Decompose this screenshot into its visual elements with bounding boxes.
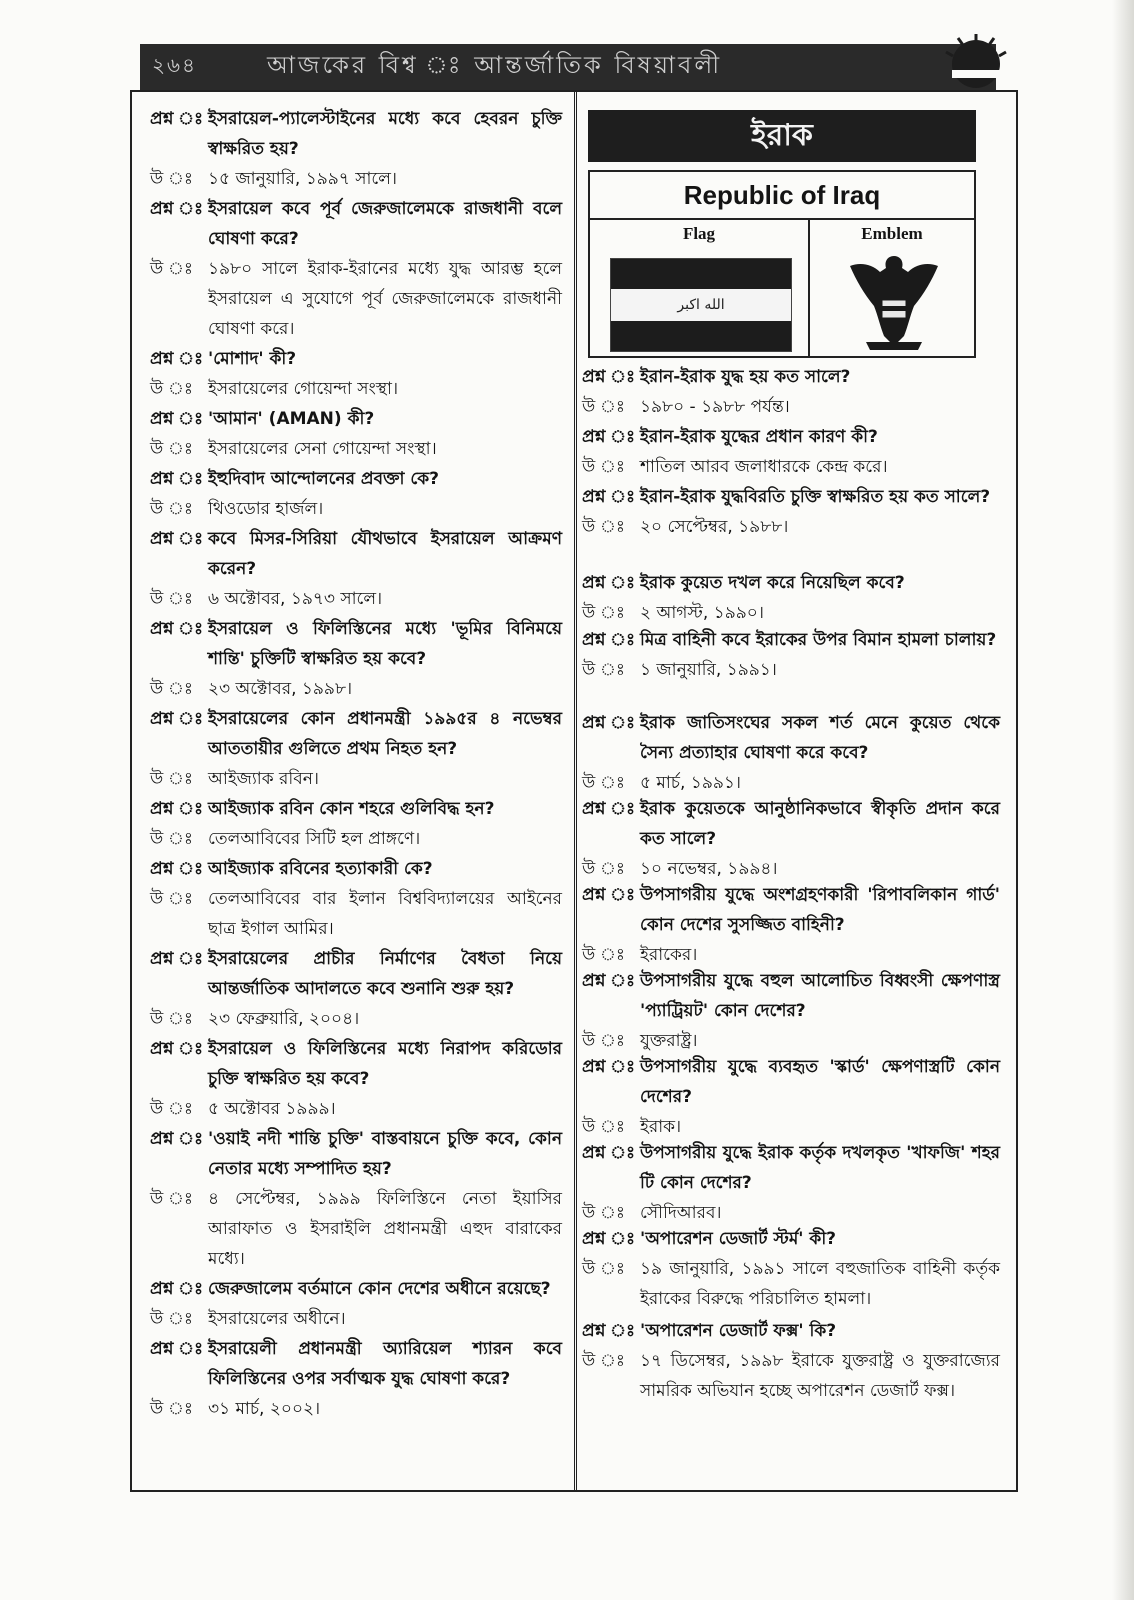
answer-text: ২৩ ফেব্রুয়ারি, ২০০৪। xyxy=(208,1009,360,1029)
answer-text: ১৯৮০ সালে ইরাক-ইরানের মধ্যে যুদ্ধ আরম্ভ হলে ইসরায়েল এ সুযোগে পূর্ব জেরুজালেমকে রাজধানী ঘোষণা করে। xyxy=(208,259,562,339)
question-label: প্রশ্ন ঃ xyxy=(582,367,636,387)
qa-item xyxy=(582,1316,1000,1406)
question-text: ইহুদিবাদ আন্দোলনের প্রবক্তা কে? xyxy=(208,469,440,489)
qa-item xyxy=(582,422,1000,482)
answer-label: উ ঃ xyxy=(582,457,625,477)
country-heading: ইরাক xyxy=(588,110,976,162)
question-label: প্রশ্ন ঃ xyxy=(150,1279,204,1299)
question-label: প্রশ্ন ঃ xyxy=(150,469,204,489)
question-label: প্রশ্ন ঃ xyxy=(582,1321,636,1341)
answer-text: ৫ অক্টোবর ১৯৯৯। xyxy=(208,1099,336,1119)
answer-text: তেলআবিবের বার ইলান বিশ্ববিদ্যালয়ের আইনের ছাত্র ইগাল আমির। xyxy=(208,889,562,939)
answer-text: শাতিল আরব জলাধারকে কেন্দ্র করে। xyxy=(640,457,888,477)
question-text: আইজ্যাক রবিন কোন শহরে গুলিবিদ্ধ হন? xyxy=(208,799,495,819)
question-text: 'আমান' (AMAN) কী? xyxy=(208,409,375,429)
iraq-flag-icon xyxy=(610,258,792,352)
qa-item xyxy=(150,1034,562,1124)
answer-text: ১ জানুয়ারি, ১৯৯১। xyxy=(640,660,777,680)
answer-text: ইসরায়েলের অধীনে। xyxy=(208,1309,346,1329)
answer-label: উ ঃ xyxy=(150,439,193,459)
official-name: Republic of Iraq xyxy=(590,172,974,220)
question-label: প্রশ্ন ঃ xyxy=(150,949,204,969)
qa-item xyxy=(150,794,562,854)
question-label: প্রশ্ন ঃ xyxy=(582,971,636,991)
answer-text: থিওডোর হার্জল। xyxy=(208,499,324,519)
question-label: প্রশ্ন ঃ xyxy=(582,799,636,819)
question-label: প্রশ্ন ঃ xyxy=(582,630,636,650)
question-text: ইরান-ইরাক যুদ্ধবিরতি চুক্তি স্বাক্ষরিত হয় কত সালে? xyxy=(640,487,991,507)
answer-label: উ ঃ xyxy=(582,1031,625,1051)
question-label: প্রশ্ন ঃ xyxy=(150,709,204,729)
emblem-label: Emblem xyxy=(861,224,923,243)
question-text: কবে মিসর-সিরিয়া যৌথভাবে ইসরায়েল আক্রমণ করেন? xyxy=(208,529,562,579)
question-label: প্রশ্ন ঃ xyxy=(582,427,636,447)
answer-label: উ ঃ xyxy=(150,829,193,849)
question-text: ইরাক কুয়েতকে আনুষ্ঠানিকভাবে স্বীকৃতি প্রদান করে কত সালে? xyxy=(640,799,1000,849)
page-header xyxy=(140,44,996,90)
answer-label: উ ঃ xyxy=(150,769,193,789)
question-label: প্রশ্ন ঃ xyxy=(150,799,204,819)
question-text: ইসরায়েল-প্যালেস্টাইনের মধ্যে কবে হেবরন চুক্তি স্বাক্ষরিত হয়? xyxy=(208,109,562,159)
flag-cell xyxy=(590,220,810,358)
qa-item xyxy=(582,880,1000,970)
answer-label: উ ঃ xyxy=(582,859,625,879)
question-text: উপসাগরীয় যুদ্ধে ব্যবহৃত 'স্কার্ড' ক্ষেপণাস্ত্রটি কোন দেশের? xyxy=(640,1057,1000,1107)
question-label: প্রশ্ন ঃ xyxy=(150,619,204,639)
qa-item xyxy=(582,708,1000,798)
qa-item xyxy=(582,625,1000,685)
page-number: ২৬৪ xyxy=(152,52,197,77)
answer-label: উ ঃ xyxy=(150,679,193,699)
qa-item xyxy=(582,1052,1000,1142)
answer-text: ১৯৮০ - ১৯৮৮ পর্যন্ত। xyxy=(640,397,790,417)
answer-label: উ ঃ xyxy=(150,1189,193,1209)
question-text: ইরাক জাতিসংঘের সকল শর্ত মেনে কুয়েত থেকে সৈন্য প্রত্যাহার ঘোষণা করে কবে? xyxy=(640,713,1000,763)
question-label: প্রশ্ন ঃ xyxy=(582,1057,636,1077)
question-label: প্রশ্ন ঃ xyxy=(150,199,204,219)
qa-item xyxy=(150,704,562,794)
emblem-cell xyxy=(810,220,974,358)
qa-item xyxy=(150,854,562,944)
qa-item xyxy=(582,794,1000,884)
answer-text: ১০ নভেম্বর, ১৯৯৪। xyxy=(640,859,778,879)
question-label: প্রশ্ন ঃ xyxy=(582,1229,636,1249)
question-label: প্রশ্ন ঃ xyxy=(582,487,636,507)
answer-text: ইসরায়েলের সেনা গোয়েন্দা সংস্থা। xyxy=(208,439,437,459)
question-text: জেরুজালেম বর্তমানে কোন দেশের অধীনে রয়েছে? xyxy=(208,1279,551,1299)
flag-inscription: الله اكبر xyxy=(611,289,791,321)
qa-item xyxy=(150,194,562,344)
qa-item xyxy=(582,966,1000,1056)
answer-label: উ ঃ xyxy=(150,1009,193,1029)
answer-label: উ ঃ xyxy=(150,499,193,519)
answer-label: উ ঃ xyxy=(150,1399,193,1419)
qa-item xyxy=(150,944,562,1034)
answer-text: ইসরায়েলের গোয়েন্দা সংস্থা। xyxy=(208,379,399,399)
answer-label: উ ঃ xyxy=(582,397,625,417)
qa-item xyxy=(150,404,562,464)
question-text: ইসরায়েল ও ফিলিস্তিনের মধ্যে নিরাপদ করিডোর চুক্তি স্বাক্ষরিত হয় কবে? xyxy=(208,1039,562,1089)
qa-item xyxy=(150,1124,562,1274)
eagle-emblem-icon xyxy=(844,250,944,354)
question-text: ইসরায়েলী প্রধানমন্ত্রী অ্যারিয়েল শ্যারন কবে ফিলিস্তিনের ওপর সর্বাত্মক যুদ্ধ ঘোষণা করে? xyxy=(208,1339,562,1389)
answer-label: উ ঃ xyxy=(582,1259,625,1279)
question-text: ইরান-ইরাক যুদ্ধ হয় কত সালে? xyxy=(640,367,851,387)
question-text: উপসাগরীয় যুদ্ধে বহুল আলোচিত বিধ্বংসী ক্ষেপণাস্ত্র 'প্যাট্রিয়ট' কোন দেশের? xyxy=(640,971,1000,1021)
answer-label: উ ঃ xyxy=(150,1099,193,1119)
question-label: প্রশ্ন ঃ xyxy=(150,1339,204,1359)
answer-text: যুক্তরাষ্ট্র। xyxy=(640,1031,698,1051)
answer-text: তেলআবিবের সিটি হল প্রাঙ্গণে। xyxy=(208,829,421,849)
qa-item xyxy=(582,482,1000,542)
question-text: উপসাগরীয় যুদ্ধে অংশগ্রহণকারী 'রিপাবলিকান গার্ড' কোন দেশের সুসজ্জিত বাহিনী? xyxy=(640,885,1000,935)
question-text: 'ওয়াই নদী শান্তি চুক্তি' বাস্তবায়নে চুক্তি কবে, কোন নেতার মধ্যে সম্পাদিত হয়? xyxy=(208,1129,562,1179)
answer-label: উ ঃ xyxy=(150,589,193,609)
answer-text: ৪ সেপ্টেম্বর, ১৯৯৯ ফিলিস্তিনে নেতা ইয়াসির আরাফাত ও ইসরাইলি প্রধানমন্ত্রী এহুদ বারাকের মধ্যে। xyxy=(208,1189,562,1269)
question-text: ইসরায়েল ও ফিলিস্তিনের মধ্যে 'ভূমির বিনিময়ে শান্তি' চুক্তিটি স্বাক্ষরিত হয় কবে? xyxy=(208,619,562,669)
publisher-logo-icon xyxy=(938,30,1014,90)
qa-item xyxy=(150,104,562,194)
country-info-box xyxy=(588,170,976,358)
answer-text: ইরাকের। xyxy=(640,945,698,965)
question-text: 'অপারেশন ডেজার্ট স্টর্ম' কী? xyxy=(640,1229,837,1249)
answer-text: সৌদিআরব। xyxy=(640,1203,722,1223)
question-label: প্রশ্ন ঃ xyxy=(150,409,204,429)
answer-label: উ ঃ xyxy=(582,660,625,680)
answer-text: ২ আগস্ট, ১৯৯০। xyxy=(640,603,764,623)
answer-label: উ ঃ xyxy=(582,945,625,965)
question-label: প্রশ্ন ঃ xyxy=(150,859,204,879)
answer-label: উ ঃ xyxy=(582,603,625,623)
question-text: ইসরায়েল কবে পূর্ব জেরুজালেমকে রাজধানী বলে ঘোষণা করে? xyxy=(208,199,562,249)
answer-text: ৫ মার্চ, ১৯৯১। xyxy=(640,773,741,793)
question-text: ইসরায়েলের কোন প্রধানমন্ত্রী ১৯৯৫র ৪ নভেম্বর আততায়ীর গুলিতে প্রথম নিহত হন? xyxy=(208,709,562,759)
question-text: 'অপারেশন ডেজার্ট ফক্স' কি? xyxy=(640,1321,837,1341)
qa-item xyxy=(150,464,562,524)
question-text: উপসাগরীয় যুদ্ধে ইরাক কর্তৃক দখলকৃত 'খাফজি' শহর টি কোন দেশের? xyxy=(640,1143,1000,1193)
answer-label: উ ঃ xyxy=(150,169,193,189)
question-text: ইসরায়েলের প্রাচীর নির্মাণের বৈধতা নিয়ে আন্তর্জাতিক আদালতে কবে শুনানি শুরু হয়? xyxy=(208,949,562,999)
question-label: প্রশ্ন ঃ xyxy=(150,1129,204,1149)
column-divider xyxy=(574,92,577,1490)
question-label: প্রশ্ন ঃ xyxy=(582,1143,636,1163)
question-text: 'মোশাদ' কী? xyxy=(208,349,297,369)
qa-item xyxy=(150,524,562,614)
page-edge-shadow xyxy=(1112,0,1134,1600)
qa-item xyxy=(582,1138,1000,1228)
answer-label: উ ঃ xyxy=(582,1117,625,1137)
question-text: আইজ্যাক রবিনের হত্যাকারী কে? xyxy=(208,859,433,879)
answer-text: ইরাক। xyxy=(640,1117,682,1137)
answer-label: উ ঃ xyxy=(582,1351,625,1371)
question-label: প্রশ্ন ঃ xyxy=(150,1039,204,1059)
question-label: প্রশ্ন ঃ xyxy=(582,713,636,733)
qa-item xyxy=(150,1274,562,1334)
qa-item xyxy=(150,344,562,404)
qa-item xyxy=(150,1334,562,1424)
answer-label: উ ঃ xyxy=(582,773,625,793)
answer-label: উ ঃ xyxy=(582,517,625,537)
answer-label: উ ঃ xyxy=(150,259,193,279)
qa-item xyxy=(582,1224,1000,1314)
question-text: মিত্র বাহিনী কবে ইরাকের উপর বিমান হামলা চালায়? xyxy=(640,630,997,650)
qa-item xyxy=(150,614,562,704)
answer-text: ২০ সেপ্টেম্বর, ১৯৮৮। xyxy=(640,517,789,537)
question-label: প্রশ্ন ঃ xyxy=(150,529,204,549)
answer-text: ২৩ অক্টোবর, ১৯৯৮। xyxy=(208,679,353,699)
answer-text: ১৫ জানুয়ারি, ১৯৯৭ সালে। xyxy=(208,169,398,189)
left-column xyxy=(150,104,562,1424)
answer-text: ৩১ মার্চ, ২০০২। xyxy=(208,1399,321,1419)
answer-label: উ ঃ xyxy=(150,889,193,909)
flag-label: Flag xyxy=(682,224,716,243)
answer-label: উ ঃ xyxy=(582,1203,625,1223)
question-text: ইরান-ইরাক যুদ্ধের প্রধান কারণ কী? xyxy=(640,427,878,447)
answer-text: আইজ্যাক রবিন। xyxy=(208,769,319,789)
qa-item xyxy=(582,362,1000,422)
answer-text: ১৯ জানুয়ারি, ১৯৯১ সালে বহুজাতিক বাহিনী কর্তৃক ইরাকের বিরুদ্ধে পরিচালিত হামলা। xyxy=(640,1259,1000,1309)
answer-label: উ ঃ xyxy=(150,379,193,399)
qa-item xyxy=(582,568,1000,628)
question-label: প্রশ্ন ঃ xyxy=(150,349,204,369)
question-text: ইরাক কুয়েত দখল করে নিয়েছিল কবে? xyxy=(640,573,905,593)
answer-text: ১৭ ডিসেম্বর, ১৯৯৮ ইরাকে যুক্তরাষ্ট্র ও যুক্তরাজ্যের সামরিক অভিযান হচ্ছে অপারেশন ডেজার্ট ফক্স। xyxy=(640,1351,1000,1401)
question-label: প্রশ্ন ঃ xyxy=(150,109,204,129)
question-label: প্রশ্ন ঃ xyxy=(582,885,636,905)
answer-label: উ ঃ xyxy=(150,1309,193,1329)
question-label: প্রশ্ন ঃ xyxy=(582,573,636,593)
page-title: আজকের বিশ্ব ঃ আন্তর্জাতিক বিষয়াবলী xyxy=(267,51,723,79)
answer-text: ৬ অক্টোবর, ১৯৭৩ সালে। xyxy=(208,589,383,609)
